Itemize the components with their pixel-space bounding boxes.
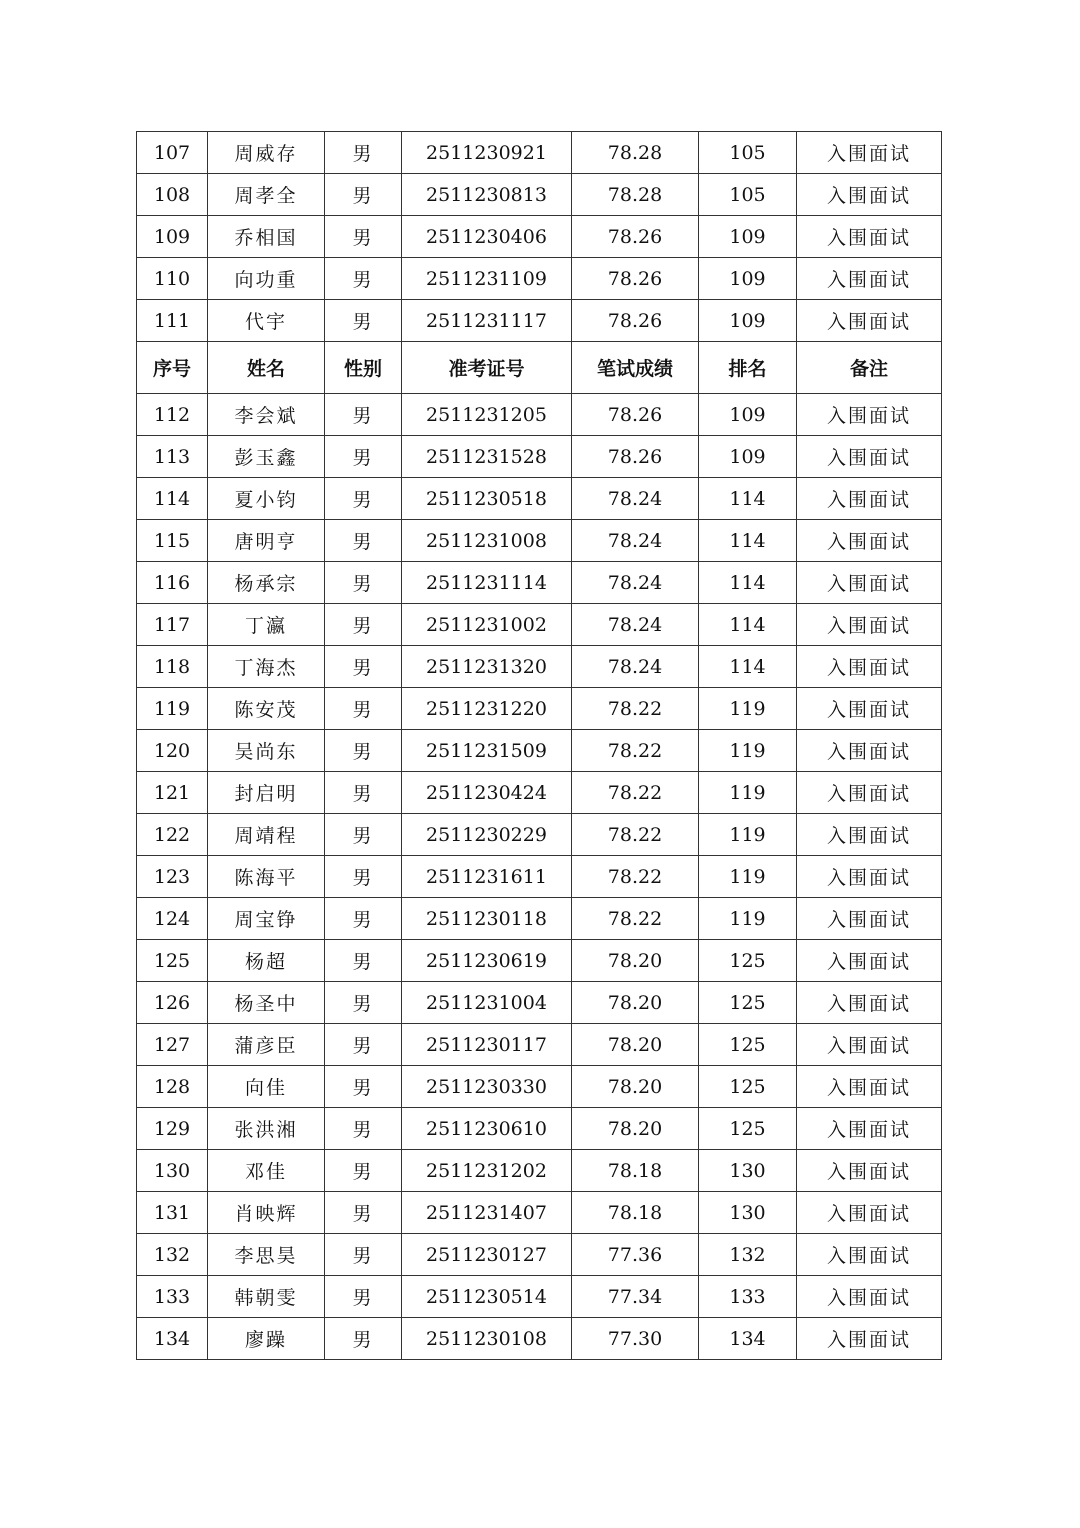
cell-name: 唐明亨 <box>208 520 325 562</box>
cell-gender: 男 <box>325 730 402 772</box>
cell-exam-id: 2511231114 <box>402 562 572 604</box>
cell-rank: 109 <box>699 300 797 342</box>
cell-gender: 男 <box>325 1234 402 1276</box>
cell-note: 入围面试 <box>797 216 942 258</box>
cell-name: 张洪湘 <box>208 1108 325 1150</box>
cell-exam-id: 2511231205 <box>402 394 572 436</box>
cell-gender: 男 <box>325 216 402 258</box>
cell-gender: 男 <box>325 478 402 520</box>
table-body <box>137 132 942 1360</box>
cell-gender: 男 <box>325 300 402 342</box>
header-exam-id: 准考证号 <box>402 342 572 394</box>
cell-seq: 116 <box>137 562 208 604</box>
cell-exam-id: 2511230330 <box>402 1066 572 1108</box>
cell-score: 78.28 <box>572 132 699 174</box>
cell-score: 78.22 <box>572 730 699 772</box>
cell-seq: 112 <box>137 394 208 436</box>
cell-note: 入围面试 <box>797 982 942 1024</box>
cell-note: 入围面试 <box>797 898 942 940</box>
table-row <box>137 562 942 604</box>
cell-name: 向佳 <box>208 1066 325 1108</box>
table-row <box>137 730 942 772</box>
cell-note: 入围面试 <box>797 1318 942 1360</box>
cell-note: 入围面试 <box>797 646 942 688</box>
table-row <box>137 478 942 520</box>
table-row <box>137 646 942 688</box>
cell-note: 入围面试 <box>797 814 942 856</box>
cell-name: 韩朝雯 <box>208 1276 325 1318</box>
cell-name: 李会斌 <box>208 394 325 436</box>
cell-name: 周宝铮 <box>208 898 325 940</box>
cell-score: 78.24 <box>572 604 699 646</box>
cell-rank: 119 <box>699 814 797 856</box>
cell-note: 入围面试 <box>797 1192 942 1234</box>
cell-seq: 131 <box>137 1192 208 1234</box>
cell-note: 入围面试 <box>797 1108 942 1150</box>
cell-rank: 125 <box>699 1024 797 1066</box>
cell-seq: 125 <box>137 940 208 982</box>
cell-name: 向功重 <box>208 258 325 300</box>
table-row <box>137 604 942 646</box>
table-row <box>137 1150 942 1192</box>
cell-name: 丁海杰 <box>208 646 325 688</box>
table-row <box>137 300 942 342</box>
cell-score: 78.26 <box>572 436 699 478</box>
cell-gender: 男 <box>325 436 402 478</box>
cell-seq: 134 <box>137 1318 208 1360</box>
cell-score: 78.24 <box>572 478 699 520</box>
cell-exam-id: 2511231008 <box>402 520 572 562</box>
cell-rank: 105 <box>699 174 797 216</box>
cell-rank: 114 <box>699 478 797 520</box>
cell-note: 入围面试 <box>797 1234 942 1276</box>
cell-exam-id: 2511231202 <box>402 1150 572 1192</box>
cell-gender: 男 <box>325 132 402 174</box>
cell-note: 入围面试 <box>797 1024 942 1066</box>
cell-seq: 109 <box>137 216 208 258</box>
cell-gender: 男 <box>325 814 402 856</box>
cell-score: 78.20 <box>572 982 699 1024</box>
cell-exam-id: 2511230108 <box>402 1318 572 1360</box>
cell-score: 78.22 <box>572 688 699 730</box>
cell-note: 入围面试 <box>797 1066 942 1108</box>
cell-score: 78.22 <box>572 772 699 814</box>
cell-rank: 109 <box>699 216 797 258</box>
cell-exam-id: 2511231407 <box>402 1192 572 1234</box>
cell-gender: 男 <box>325 1108 402 1150</box>
header-seq: 序号 <box>137 342 208 394</box>
cell-gender: 男 <box>325 940 402 982</box>
cell-exam-id: 2511230813 <box>402 174 572 216</box>
cell-exam-id: 2511230619 <box>402 940 572 982</box>
table-row <box>137 1024 942 1066</box>
cell-rank: 134 <box>699 1318 797 1360</box>
cell-score: 78.26 <box>572 258 699 300</box>
cell-rank: 119 <box>699 730 797 772</box>
cell-gender: 男 <box>325 1192 402 1234</box>
cell-name: 丁瀛 <box>208 604 325 646</box>
table-row <box>137 814 942 856</box>
cell-score: 78.20 <box>572 1024 699 1066</box>
cell-seq: 132 <box>137 1234 208 1276</box>
cell-seq: 117 <box>137 604 208 646</box>
cell-rank: 130 <box>699 1192 797 1234</box>
table-row <box>137 1192 942 1234</box>
cell-seq: 113 <box>137 436 208 478</box>
table-row <box>137 520 942 562</box>
cell-rank: 125 <box>699 1108 797 1150</box>
table-row <box>137 898 942 940</box>
cell-gender: 男 <box>325 898 402 940</box>
cell-seq: 128 <box>137 1066 208 1108</box>
cell-exam-id: 2511231004 <box>402 982 572 1024</box>
cell-note: 入围面试 <box>797 174 942 216</box>
cell-rank: 109 <box>699 394 797 436</box>
cell-score: 78.20 <box>572 1108 699 1150</box>
cell-name: 周孝全 <box>208 174 325 216</box>
cell-note: 入围面试 <box>797 856 942 898</box>
cell-note: 入围面试 <box>797 300 942 342</box>
table-row <box>137 982 942 1024</box>
cell-rank: 125 <box>699 982 797 1024</box>
cell-note: 入围面试 <box>797 258 942 300</box>
cell-score: 78.22 <box>572 856 699 898</box>
cell-seq: 133 <box>137 1276 208 1318</box>
cell-gender: 男 <box>325 646 402 688</box>
table-row <box>137 688 942 730</box>
table-row <box>137 1066 942 1108</box>
cell-seq: 115 <box>137 520 208 562</box>
cell-score: 78.26 <box>572 216 699 258</box>
header-gender: 性别 <box>325 342 402 394</box>
cell-seq: 114 <box>137 478 208 520</box>
cell-exam-id: 2511230118 <box>402 898 572 940</box>
cell-score: 78.20 <box>572 1066 699 1108</box>
cell-rank: 105 <box>699 132 797 174</box>
table-row <box>137 132 942 174</box>
cell-rank: 109 <box>699 436 797 478</box>
cell-exam-id: 2511230406 <box>402 216 572 258</box>
cell-exam-id: 2511231117 <box>402 300 572 342</box>
header-rank: 排名 <box>699 342 797 394</box>
table-header-row <box>137 342 942 394</box>
cell-name: 邓佳 <box>208 1150 325 1192</box>
header-score: 笔试成绩 <box>572 342 699 394</box>
table-row <box>137 856 942 898</box>
cell-gender: 男 <box>325 520 402 562</box>
cell-note: 入围面试 <box>797 1150 942 1192</box>
cell-seq: 130 <box>137 1150 208 1192</box>
cell-seq: 108 <box>137 174 208 216</box>
cell-score: 78.26 <box>572 394 699 436</box>
header-note: 备注 <box>797 342 942 394</box>
table-row <box>137 258 942 300</box>
cell-rank: 114 <box>699 646 797 688</box>
table-row <box>137 940 942 982</box>
cell-exam-id: 2511231528 <box>402 436 572 478</box>
cell-score: 78.26 <box>572 300 699 342</box>
table-row <box>137 1276 942 1318</box>
cell-rank: 114 <box>699 520 797 562</box>
cell-score: 78.18 <box>572 1150 699 1192</box>
cell-seq: 120 <box>137 730 208 772</box>
cell-name: 彭玉鑫 <box>208 436 325 478</box>
table-row <box>137 394 942 436</box>
cell-rank: 119 <box>699 856 797 898</box>
cell-seq: 107 <box>137 132 208 174</box>
cell-seq: 110 <box>137 258 208 300</box>
cell-gender: 男 <box>325 258 402 300</box>
cell-name: 周威存 <box>208 132 325 174</box>
cell-rank: 114 <box>699 562 797 604</box>
cell-gender: 男 <box>325 772 402 814</box>
cell-note: 入围面试 <box>797 562 942 604</box>
cell-note: 入围面试 <box>797 940 942 982</box>
cell-rank: 119 <box>699 688 797 730</box>
cell-score: 78.22 <box>572 898 699 940</box>
cell-gender: 男 <box>325 1318 402 1360</box>
cell-note: 入围面试 <box>797 132 942 174</box>
cell-exam-id: 2511230424 <box>402 772 572 814</box>
cell-seq: 127 <box>137 1024 208 1066</box>
cell-note: 入围面试 <box>797 520 942 562</box>
cell-exam-id: 2511230229 <box>402 814 572 856</box>
cell-exam-id: 2511230610 <box>402 1108 572 1150</box>
cell-exam-id: 2511230127 <box>402 1234 572 1276</box>
cell-note: 入围面试 <box>797 1276 942 1318</box>
cell-seq: 118 <box>137 646 208 688</box>
cell-exam-id: 2511230514 <box>402 1276 572 1318</box>
cell-seq: 123 <box>137 856 208 898</box>
cell-score: 78.22 <box>572 814 699 856</box>
cell-score: 78.28 <box>572 174 699 216</box>
cell-gender: 男 <box>325 394 402 436</box>
cell-exam-id: 2511231002 <box>402 604 572 646</box>
cell-note: 入围面试 <box>797 730 942 772</box>
cell-name: 杨超 <box>208 940 325 982</box>
cell-note: 入围面试 <box>797 772 942 814</box>
table-row <box>137 1318 942 1360</box>
cell-name: 封启明 <box>208 772 325 814</box>
cell-gender: 男 <box>325 688 402 730</box>
cell-score: 78.20 <box>572 940 699 982</box>
cell-name: 代宇 <box>208 300 325 342</box>
cell-rank: 119 <box>699 898 797 940</box>
cell-name: 杨承宗 <box>208 562 325 604</box>
cell-rank: 125 <box>699 940 797 982</box>
cell-seq: 122 <box>137 814 208 856</box>
table-row <box>137 1234 942 1276</box>
cell-seq: 124 <box>137 898 208 940</box>
cell-score: 78.24 <box>572 562 699 604</box>
cell-gender: 男 <box>325 856 402 898</box>
cell-rank: 133 <box>699 1276 797 1318</box>
cell-rank: 125 <box>699 1066 797 1108</box>
header-name: 姓名 <box>208 342 325 394</box>
cell-score: 77.34 <box>572 1276 699 1318</box>
cell-seq: 129 <box>137 1108 208 1150</box>
cell-name: 李思昊 <box>208 1234 325 1276</box>
cell-rank: 119 <box>699 772 797 814</box>
cell-exam-id: 2511231109 <box>402 258 572 300</box>
cell-exam-id: 2511230921 <box>402 132 572 174</box>
table-row <box>137 772 942 814</box>
cell-score: 78.24 <box>572 520 699 562</box>
cell-score: 77.30 <box>572 1318 699 1360</box>
cell-name: 廖躁 <box>208 1318 325 1360</box>
cell-name: 杨圣中 <box>208 982 325 1024</box>
cell-note: 入围面试 <box>797 436 942 478</box>
cell-exam-id: 2511230117 <box>402 1024 572 1066</box>
cell-exam-id: 2511231611 <box>402 856 572 898</box>
cell-gender: 男 <box>325 604 402 646</box>
cell-score: 77.36 <box>572 1234 699 1276</box>
cell-rank: 114 <box>699 604 797 646</box>
cell-name: 陈海平 <box>208 856 325 898</box>
cell-gender: 男 <box>325 1024 402 1066</box>
cell-note: 入围面试 <box>797 688 942 730</box>
cell-note: 入围面试 <box>797 394 942 436</box>
cell-seq: 121 <box>137 772 208 814</box>
cell-gender: 男 <box>325 1150 402 1192</box>
cell-rank: 109 <box>699 258 797 300</box>
cell-exam-id: 2511231320 <box>402 646 572 688</box>
cell-rank: 130 <box>699 1150 797 1192</box>
cell-name: 吴尚东 <box>208 730 325 772</box>
cell-note: 入围面试 <box>797 604 942 646</box>
table-row <box>137 1108 942 1150</box>
cell-note: 入围面试 <box>797 478 942 520</box>
cell-exam-id: 2511231509 <box>402 730 572 772</box>
cell-seq: 126 <box>137 982 208 1024</box>
cell-seq: 111 <box>137 300 208 342</box>
cell-seq: 119 <box>137 688 208 730</box>
cell-rank: 132 <box>699 1234 797 1276</box>
cell-name: 周靖程 <box>208 814 325 856</box>
cell-name: 夏小钧 <box>208 478 325 520</box>
cell-name: 乔相国 <box>208 216 325 258</box>
results-table <box>136 131 942 1360</box>
cell-score: 78.18 <box>572 1192 699 1234</box>
cell-exam-id: 2511231220 <box>402 688 572 730</box>
cell-gender: 男 <box>325 1276 402 1318</box>
table-row <box>137 216 942 258</box>
table-row <box>137 436 942 478</box>
cell-name: 陈安茂 <box>208 688 325 730</box>
cell-gender: 男 <box>325 174 402 216</box>
cell-gender: 男 <box>325 982 402 1024</box>
cell-score: 78.24 <box>572 646 699 688</box>
cell-gender: 男 <box>325 562 402 604</box>
table-row <box>137 174 942 216</box>
cell-gender: 男 <box>325 1066 402 1108</box>
cell-name: 肖映辉 <box>208 1192 325 1234</box>
cell-name: 蒲彦臣 <box>208 1024 325 1066</box>
cell-exam-id: 2511230518 <box>402 478 572 520</box>
